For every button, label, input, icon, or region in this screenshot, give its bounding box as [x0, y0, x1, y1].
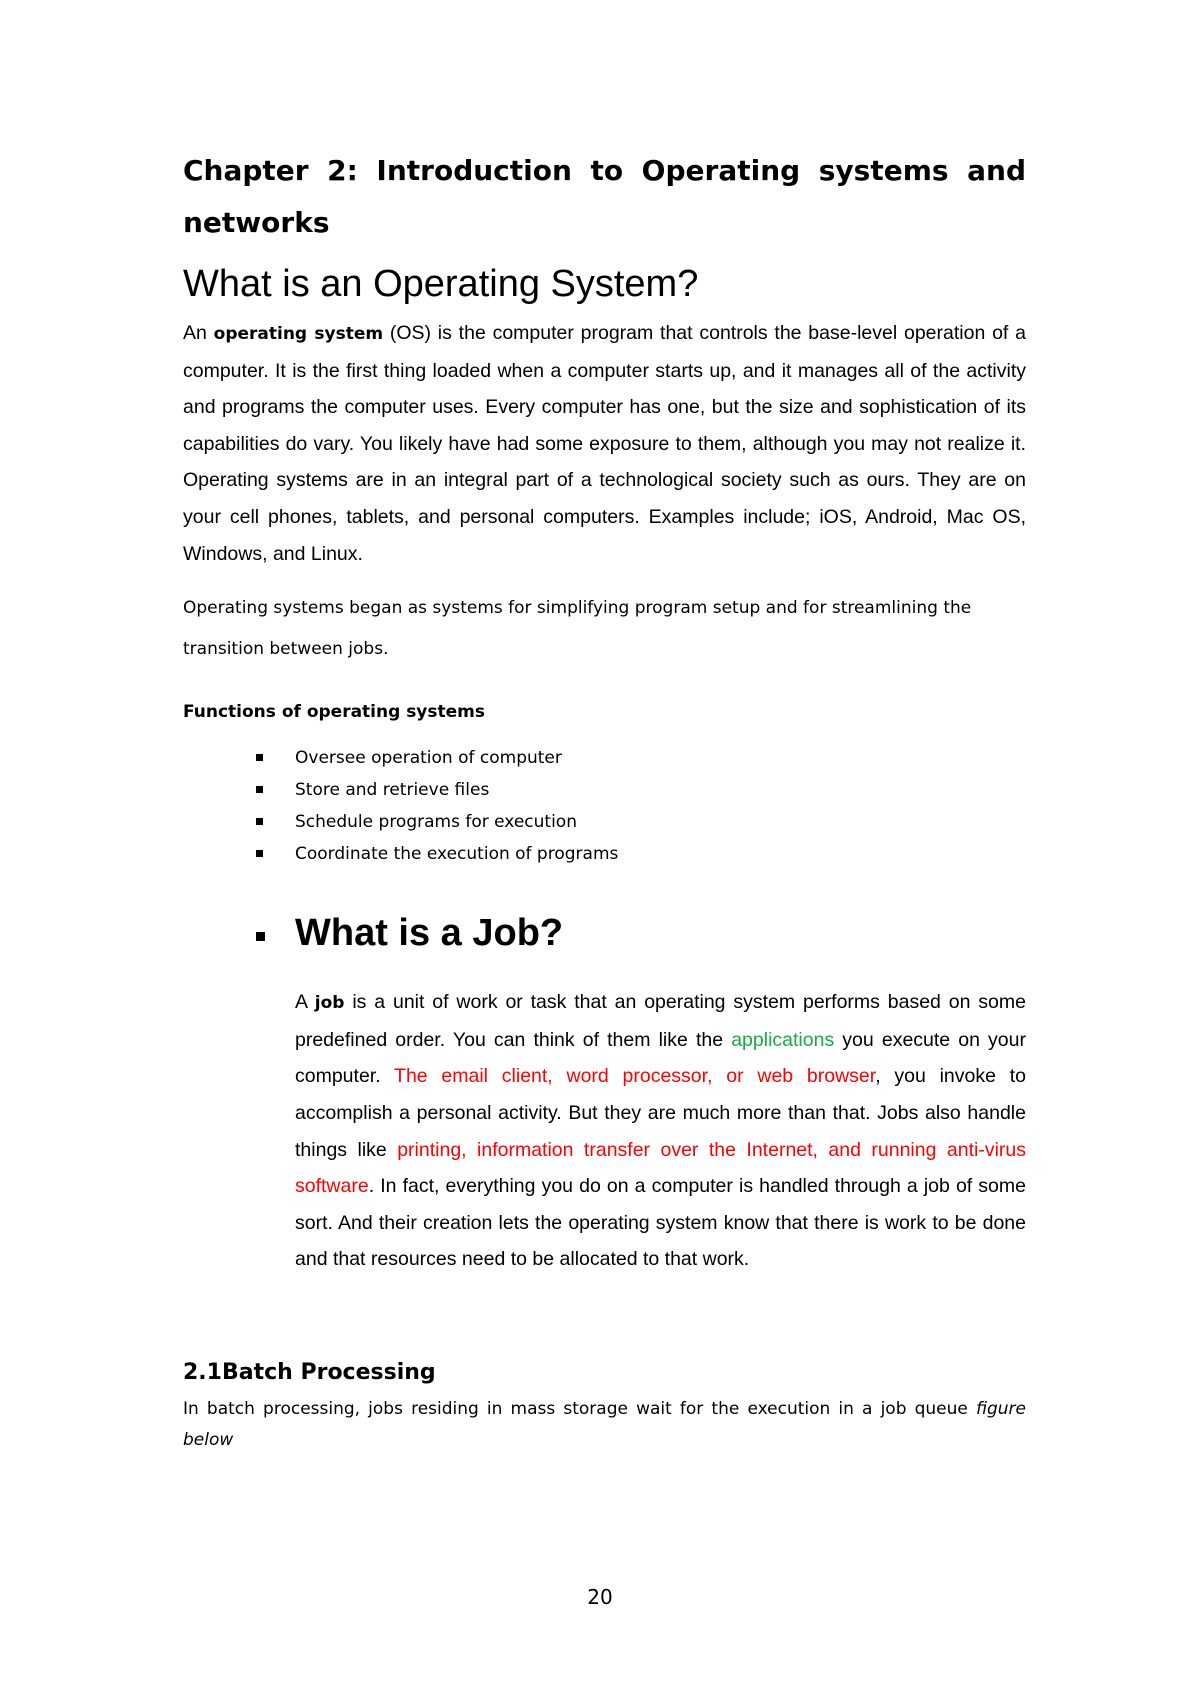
os-paragraph	[183, 315, 1026, 572]
job-text: A	[295, 991, 315, 1014]
list-item-label: Schedule programs for execution	[295, 812, 577, 833]
list-item	[183, 742, 1026, 774]
job-bold-term: job	[314, 993, 345, 1014]
batch-heading: 2.1Batch Processing	[183, 1359, 436, 1385]
functions-heading: Functions of operating systems	[183, 702, 485, 723]
job-text: . In fact, everything you do on a computer is handled through a job of some sort. And their creation lets the operating system know that there is work to be done and that resources need to be allocated to that work.	[295, 1175, 1026, 1271]
job-paragraph	[295, 984, 1026, 1278]
os-note: Operating systems began as systems for simplifying program setup and for streamlining the transition between jobs.	[183, 598, 972, 660]
job-red-text: printing, information transfer over the Internet, and running anti-virus software	[295, 1138, 1027, 1198]
list-item-label: Coordinate the execution of programs	[295, 844, 619, 865]
list-item	[183, 838, 1026, 870]
list-item-label: Store and retrieve files	[295, 780, 490, 801]
list-item	[183, 774, 1026, 806]
batch-text: In batch processing, jobs residing in mass storage wait for the execution in a job queue	[183, 1398, 976, 1419]
job-green-text: applications	[731, 1028, 835, 1051]
os-bold-term: operating system	[213, 324, 384, 344]
list-item	[183, 806, 1026, 838]
list-item-label: Oversee operation of computer	[295, 748, 562, 769]
os-para-pre: An	[183, 322, 214, 344]
batch-italic: figure below	[183, 1398, 1026, 1450]
square-bullet-icon	[256, 818, 263, 825]
square-bullet-icon	[256, 932, 265, 941]
os-para-post: (OS) is the computer program that controls the base-level operation of a computer. It is the first thing loaded when a computer starts up, and it manages all of the activity and programs the computer uses. Every computer has one, but the size and sophistication of its capabilities do vary. You likely have had some exposure to them, although you may not realize it. Operating systems are in an integral part of a technological society such as ours. They are on your cell phones, tablets, and personal computers. Examples include; iOS, Android, Mac OS, Windows, and Linux.	[183, 322, 1026, 565]
square-bullet-icon	[256, 786, 263, 793]
job-heading: What is a Job?	[295, 912, 564, 955]
chapter-title: Chapter 2: Introduction to Operating systems and networks	[183, 154, 1026, 239]
square-bullet-icon	[256, 850, 263, 857]
job-text: , you invoke to accomplish a personal activity. But they are much more than that. Jobs also handle things like	[295, 1065, 1026, 1161]
batch-paragraph	[183, 1394, 1026, 1456]
square-bullet-icon	[256, 754, 263, 761]
job-red-text: The email client, word processor, or web browser	[394, 1065, 876, 1088]
job-text: you execute on your computer.	[295, 1028, 1026, 1088]
page-number: 20	[587, 1585, 613, 1609]
functions-list	[183, 742, 1026, 870]
document-page	[183, 145, 1026, 1456]
os-heading: What is an Operating System?	[183, 263, 699, 305]
job-heading-block	[183, 910, 1026, 956]
job-text: is a unit of work or task that an operating system performs based on some predefined order. You can think of them like the	[295, 991, 1026, 1051]
